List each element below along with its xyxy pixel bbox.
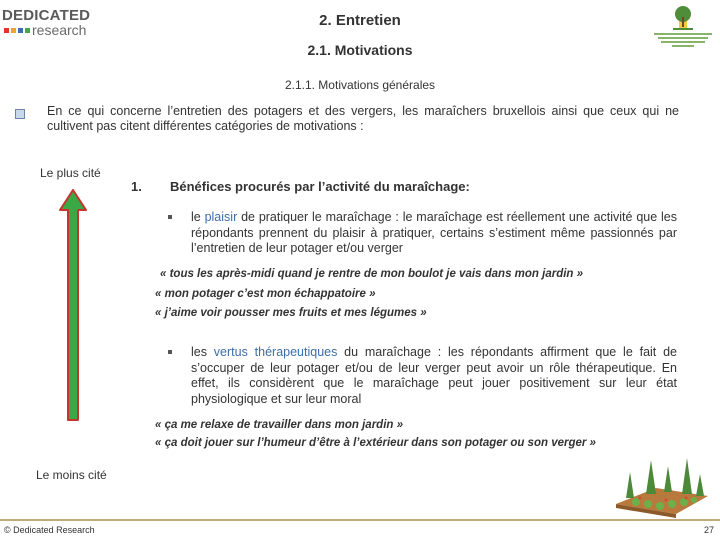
intro-paragraph: En ce qui concerne l’entretien des potagers et des vergers, les maraîchers bruxellois ainsi que ceux qui ne cultivent pas citent différentes catégories de motivations :: [47, 104, 679, 133]
scale-bottom-label: Le moins cité: [36, 468, 107, 482]
highlight-plaisir: plaisir: [204, 210, 238, 224]
tree-logo-icon: [650, 3, 716, 33]
partner-logo-text-lines: [652, 31, 714, 49]
section-title: 2.1.1. Motivations générales: [284, 78, 436, 92]
partner-logo: [650, 3, 716, 47]
quote: « mon potager c’est mon échappatoire »: [155, 288, 376, 300]
quote: « tous les après-midi quand je rentre de mon boulot je vais dans mon jardin »: [160, 268, 584, 280]
scale-top-label: Le plus cité: [40, 166, 101, 180]
quote: « ça doit jouer sur l’humeur d’être à l’extérieur dans son potager ou son verger »: [155, 437, 596, 449]
logo-line2: research: [32, 22, 87, 38]
page-number: 27: [703, 525, 714, 535]
square-bullet-icon: [168, 215, 172, 219]
square-bullet-icon: [168, 350, 172, 354]
section-number: 1.: [131, 179, 142, 194]
footer-copyright: © Dedicated Research: [4, 525, 95, 535]
footer-divider: [0, 519, 720, 521]
highlight-vertus: vertus thérapeutiques: [213, 345, 338, 359]
garden-illustration: [596, 452, 714, 518]
quote: « j’aime voir pousser mes fruits et mes légumes »: [155, 307, 427, 319]
bullet-vertus: les vertus thérapeutiques du maraîchage : les répondants affirment que le fait de s’occuper de leur potager et/ou de leur verger peut avoir un rôle thérapeutique. En effet, ils considèrent que le maraîchage peut jouer positivement sur leur état physiologique et sur leur moral: [191, 345, 677, 406]
page-subtitle: 2.1. Motivations: [307, 42, 413, 58]
quote: « ça me relaxe de travailler dans mon jardin »: [155, 419, 404, 431]
checkbox-bullet-icon: [15, 109, 25, 119]
bullet-plaisir: le plaisir de pratiquer le maraîchage : le maraîchage est réellement une activité que les répondants prennent du plaisir à pratiquer, certains s’estiment même passionnés par l’entretien de leur potager et/ou verger: [191, 210, 678, 255]
section-heading: Bénéfices procurés par l’activité du maraîchage:: [170, 179, 470, 194]
frequency-arrow-icon: [58, 188, 88, 428]
logo-line1: DEDICATED: [2, 7, 91, 24]
page-title: 2. Entretien: [319, 12, 401, 29]
